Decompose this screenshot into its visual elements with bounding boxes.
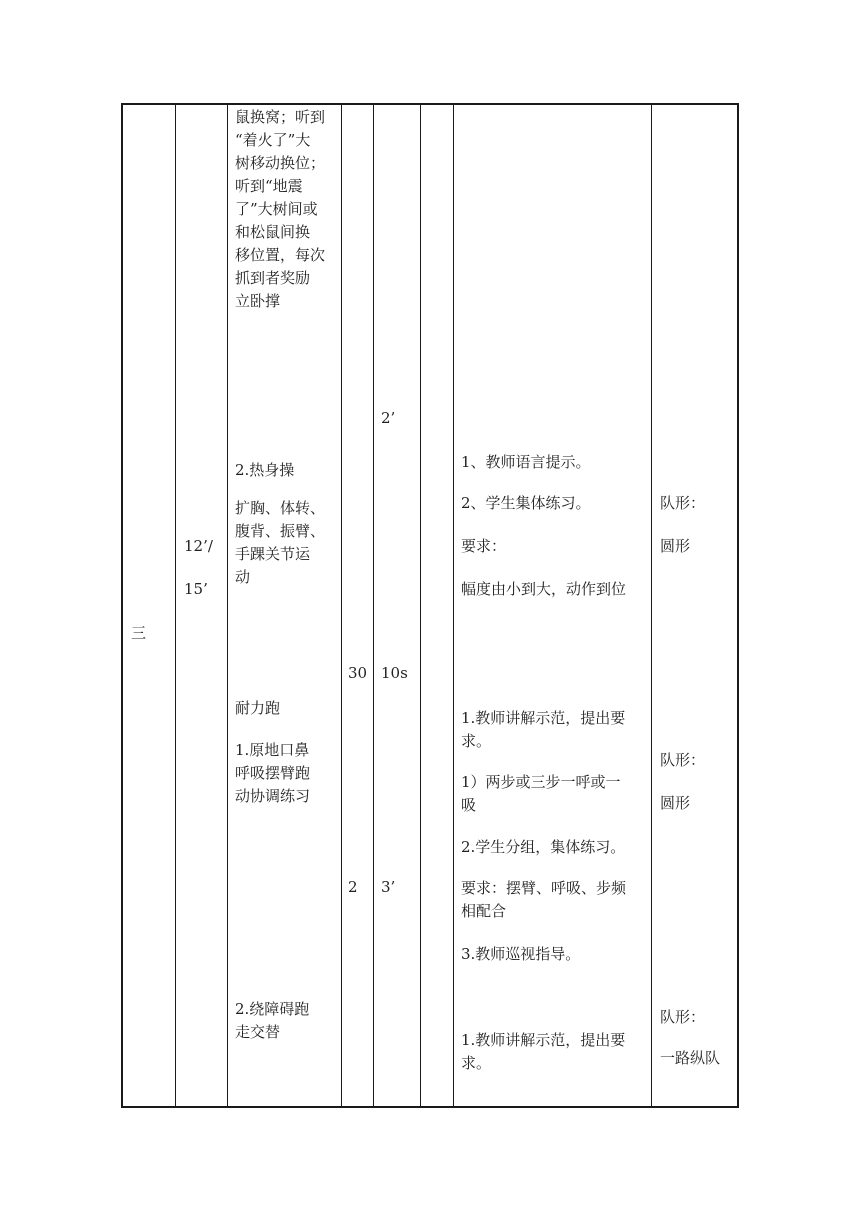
endurance-item1-line: 动协调练习 (235, 787, 311, 805)
formation-label: 队形： (660, 1008, 706, 1026)
game-rules-line: 移位置，每次 (235, 246, 326, 264)
method-line: 要求： (461, 537, 507, 555)
column-divider (227, 103, 228, 1108)
endurance-item1-line: 呼吸摆臂跑 (235, 764, 311, 782)
formation-label: 队形： (660, 494, 706, 512)
formation-value: 一路纵队 (660, 1049, 721, 1067)
endurance-item2-line: 2.绕障碍跑 (235, 1000, 310, 1018)
formation-value: 圆形 (660, 794, 691, 812)
game-rules-line: 鼠换窝；听到 (235, 108, 326, 126)
method-line: 1.教师讲解示范，提出要 (461, 1031, 626, 1049)
method-line: 3.教师巡视指导。 (461, 945, 581, 963)
warmup-line: 手踝关节运 (235, 545, 311, 563)
game-rules-line: 听到“地震 (235, 177, 303, 195)
endurance-item2-line: 走交替 (235, 1023, 281, 1041)
warmup-title: 2.热身操 (235, 461, 295, 479)
formation-label: 队形： (660, 751, 706, 769)
duration-value: 3’ (381, 878, 396, 896)
method-line: 幅度由小到大，动作到位 (461, 580, 627, 598)
method-line: 相配合 (461, 902, 507, 920)
column-divider (175, 103, 176, 1108)
warmup-line: 扩胸、体转、 (235, 499, 326, 517)
section-number: 三 (131, 624, 147, 642)
column-divider (651, 103, 652, 1108)
method-line: 求。 (461, 732, 492, 750)
warmup-line: 腹背、振臂、 (235, 522, 326, 540)
column-divider (453, 103, 454, 1108)
game-rules-line: 和松鼠间换 (235, 223, 311, 241)
method-line: 求。 (461, 1054, 492, 1072)
method-line: 1）两步或三步一呼或一 (461, 773, 621, 791)
lesson-table (121, 103, 739, 1108)
game-rules-line: 了”大树间或 (235, 200, 318, 218)
duration-value: 2’ (381, 409, 396, 427)
warmup-line: 动 (235, 568, 251, 586)
game-rules-line: 立卧撑 (235, 292, 281, 310)
reps-value: 2 (348, 878, 358, 896)
time-line-2: 15’ (184, 580, 208, 598)
duration-value: 10s (381, 664, 408, 682)
method-line: 2、学生集体练习。 (461, 494, 591, 512)
method-line: 1、教师语言提示。 (461, 453, 591, 471)
formation-value: 圆形 (660, 537, 691, 555)
endurance-item1-line: 1.原地口鼻 (235, 741, 310, 759)
method-line: 要求：摆臂、呼吸、步频 (461, 879, 627, 897)
game-rules-line: “着火了”大 (235, 131, 311, 149)
method-line: 2.学生分组，集体练习。 (461, 838, 626, 856)
method-line: 1.教师讲解示范，提出要 (461, 709, 626, 727)
method-line: 吸 (461, 796, 477, 814)
reps-value: 30 (348, 664, 368, 682)
game-rules-line: 抓到者奖励 (235, 269, 311, 287)
time-line-1: 12’/ (184, 537, 213, 555)
column-divider (341, 103, 342, 1108)
endurance-title: 耐力跑 (235, 699, 281, 717)
column-divider (420, 103, 421, 1108)
column-divider (373, 103, 374, 1108)
game-rules-line: 树移动换位； (235, 154, 326, 172)
